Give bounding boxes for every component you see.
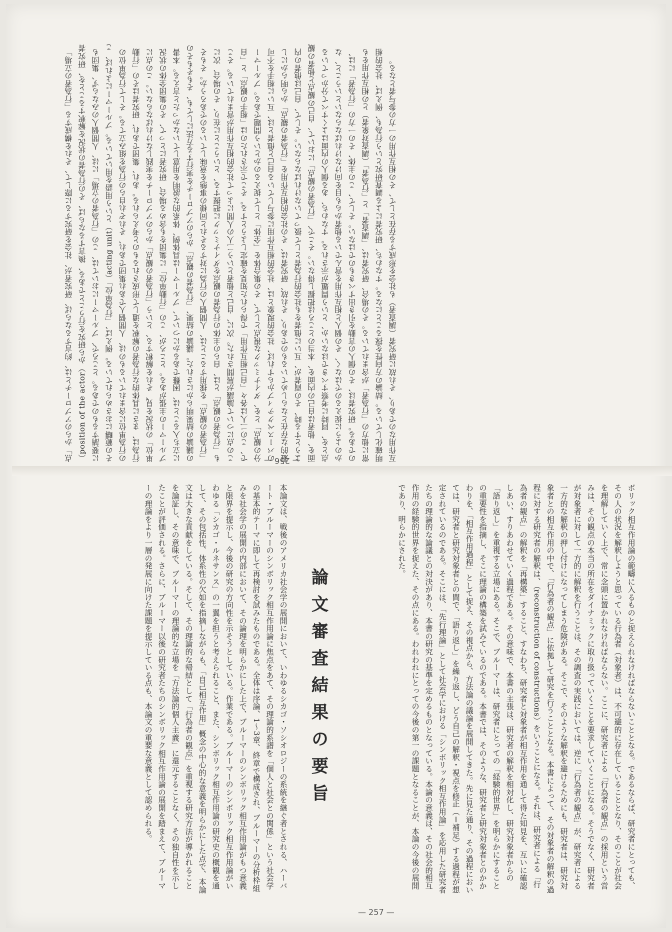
lower-page-number: — 257 —	[358, 908, 395, 917]
review-summary-text: 本論文は、戦後のアメリカ社会学の展開において、いわゆるシカゴ・ソシオロジーの系統を継ぐ者とされる、ハーバート・ブルーマーのシンボリック相互作用論に焦点をあて、その理論的系譜を「個人と社会との関係」という社会学の基本的テーマに即して再検討を試みたものである。全体は序論、1〜3章、終章で構成され、ブルーマーの分析枠組みを社会学の展開の内部において、その論理を明らかにした上で、ブルーマーのシンボリック相互作用論がもつ意義と限界を提示し、今後の研究の方向性を示そうとしている。作業である。ブルーマーのシンボリック相互作用論がいわゆる「シカゴ・ルネサンス」の一翼を担うと考えられること、また、シンボリック相互作用論の研究史の概観を通して、その包括性、体系性の欠如を指摘しながらも、「自己相互作用」概念の中心的な意義を明らかにした点で、本論文は大きな貢献をしている。そして、その理論的な帰結として「行為者の観点」を重視する研究方法が導かれることを論証し、その意味で、ブルーマーの理論的な立場を「方法論的個人主義」に還元することなく、その独自性を示したことが評価される。さらに、ブルーマー以後の研究者たちのシンボリック相互作用論の展開を踏まえて、ブルーマーの理論をより一層の発展に向けた課題を提示している点も、本論文の重要な意義として認められる。	[144, 484, 288, 894]
upper-page	[62, 22, 622, 462]
page-gutter	[12, 466, 672, 476]
upper-page-body-text: 点」からのアプローチとは、約言するならば、研究者が、社会を研究するに際して、それを構成する「行為者の立場」（position of the actor）から研究を行うことである、換言するならば、その行為者の状況を解釈することを、研究者に要請するものである。ところで、ブルーマーにおいては、この「行為者の立場」には、人間個人のみならず、集団もその範疇におさめられている。例えば、「行為単位」（acting unit）という用語を用いている。ブルーマーによれば、この行為単位に含まれているものは、人間個人であれ集団であれ、それぞれ自らの行為を組み立てる。そして行為単位の行為は、まさに具体的な行為者の解釈を通して形成されるものと考えられる。あれ、集団であれ、研究者はその「行動単位」の状況を見、それを解釈する、という「行為者の観点」からのアプローチを実践しなければならない。この点にブルーマーの主張がある。ところが、この「行動単位」に集団をも含める場合、研究者にとって、その集団全体の状況に立ち入ることは、困難であるかについて、ブルーマーは具体例、体系的な説明を用意していなかったと言える。本書の議論の結果明らかにされた。議論の結果、「行為者の観点」からのアプローチを実行する方法にしても、そもそもその「行為者の観点」を採用することは、人間個人の行為に対するそれと同様の事態を意味しているのであろうか。そもそも「行為者の観点」とは、自らの主体の行為者の観点をダイナミックに把握する、ということに在り、その場合、次にこの点について論議が展開された。次に、自己と他者という二人の人間によって社会的相互作用が営まれている。そこで、この二人は各々「自己相互作用」で得られた知見を確定しようとする。そこで示されたのは「相手の観点」と「自分の観点」とを、ダイナミックな視点として、その集合体を「全体」として捉えるのかという問題である。ブルーマーのパースペクティブからすれば、社会的現象とは、社会的相互作用に参与している自己と他者とは、互いに相手を不可避的な存在とならしめているものであり、それ故、研究者は、その社会的相互作用を「行為者の観点」から明らかにしようとする時、その両者が、互いに他者をも社会的行為者として扱っていなければならない。そして、自己は他者の内面を、他者は自己の内面を、本当のところは把握し得ない。そこで、「行為者の観点」において、自己の観点と他者の観点とを、同時に考察すべきではないか、という問題が示される。すなわち、ある個人の内面はよくすべて分かっているかのように捉えるのではなく、その個人と相互作用を営んでいる他者からも目を向けなければならないということ、なのである。研究者は、その個人の言動を引き出すべきものではない。そして、この主体、その一方の「行為者」には、常に他方の「行為者」が含まれている。その場合、研究者は、「調査者」と「行為者」（調査対象者）との相互作用をも明確化している。結論の方向性を探ることになる。すなわち、研究者による調査研究という行為も、例えば、社会的相互作用なのであり、それ故に研究者（調査者）も社会を形成する存在として、その相互作用の一方の参与者となる。	[64, 43, 397, 462]
lower-page-body-text: ボリック相互作用論の範疇に入るものと捉えられなければならないこととなる。であるならば、研究者にとっても、その人の状況を解釈しようと思っている行為者（対象者）は、不可避的に存在していることとなり、そのことが社会を理解していく上で、常に念頭に置かれなければならない。ここに、研究者による「行為者の観点」の採用という営みは、その観点の本当の所在をダイナミックに取り扱っていくことを要求していくことになる。そうでなく、研究者が対象者に対して一方的に解釈を行うことは、その調査の実践においては、逆に「行為者の観点」が、研究者による一方的な解釈の押し付けになってしまう危険がある。そこで、そのような解釈を避けるためにも、研究者は、研究対象者との相互作用の中で、「行為者の観点」に依拠して研究を行うこととなる。本書によって、その対象者の解釈の過程に対する研究者の解釈は、（reconstruction of constructions）をいうことになる。それは、研究者による「行為者の観点」の解釈を「再構築」すること、すなわち、研究者と対象者が相互作用を通して得た知見を、互いに確認しあい、すりあわせていく過程である。その意味で、本書の主張は、研究者の解釈を相対化し、研究対象者からの「語り返し」を重視する立場にある。そこで、ブルーマーは、研究者にとっての「経験的世界」を明らかにすることの重要性を指摘し、そこに理論の構築を試みているのである。本書では、そのような、研究者と研究対象者とのかかわりを、「相互作用過程」として捉え、その視点から、方法論の議論を展開してきた。先に見た通り、その過程においては、研究者と研究対象者との間で、「語り返し」を繰り返し、どう自己の解釈・視点を修正（＝補足）する過程が想定されているのである。そこには、「先行理論」として社会学における「シンボリック相互作用論」を応用した研究者たちの理論的な論議との対決があり、本書の研究の基準を定めるものとなっている。本論の意義は、その社会的相互作用の経験的世界を捉えた、その点にある。われわれにとっての今後の第一の課題となることが、本論の今後の展開であり、明らかにされた。	[397, 484, 636, 894]
scanned-sheet	[6, 4, 666, 928]
lower-page	[78, 484, 638, 904]
upper-page-number: — 256 —	[264, 456, 301, 465]
section-heading: 論文審査結果の要旨	[307, 567, 328, 811]
